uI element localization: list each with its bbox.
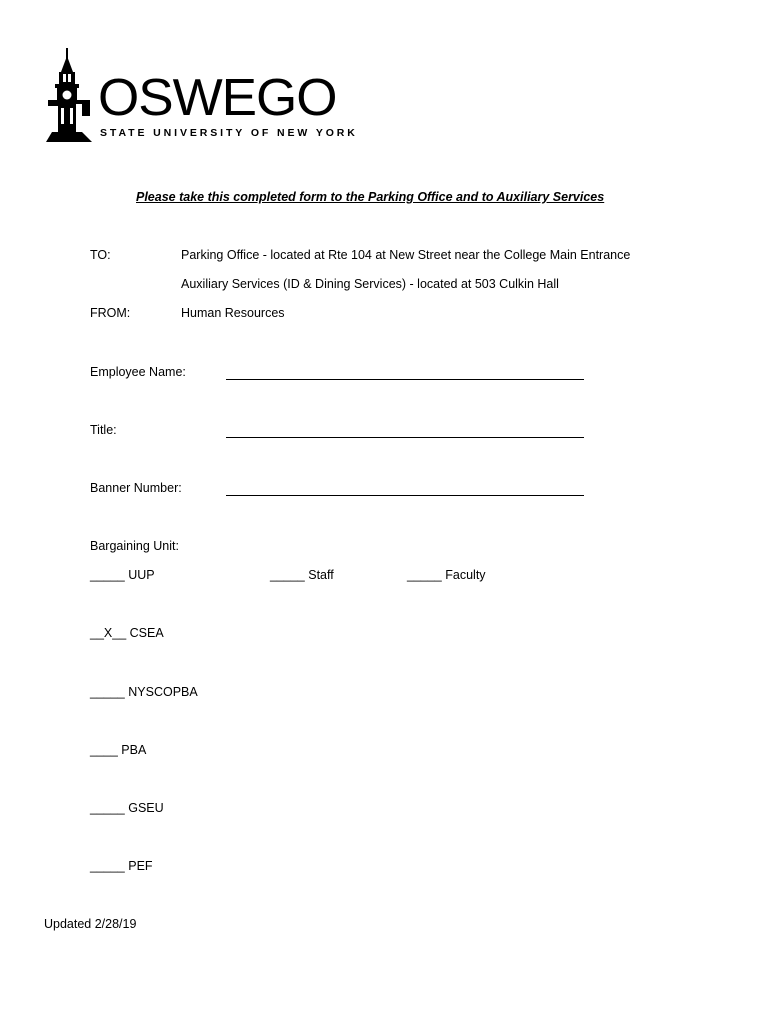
instruction-heading: Please take this completed form to the Parking Office and to Auxiliary Services — [136, 190, 605, 204]
banner-number-line[interactable] — [226, 479, 584, 496]
from-value: Human Resources — [181, 306, 285, 320]
banner-number-label: Banner Number: — [90, 481, 182, 495]
to-parking-office: Parking Office - located at Rte 104 at New Street near the College Main Entrance — [181, 248, 631, 262]
to-label: TO: — [90, 248, 111, 262]
unit-name: GSEU — [128, 801, 164, 815]
unit-mark: ____ — [90, 743, 118, 757]
unit-name: PBA — [121, 743, 147, 757]
unit-mark: _____ — [270, 568, 305, 582]
unit-mark: _____ — [90, 568, 125, 582]
employee-name-label: Employee Name: — [90, 365, 186, 379]
from-label: FROM: — [90, 306, 131, 320]
updated-date: Updated 2/28/19 — [44, 917, 137, 931]
unit-mark: _____ — [407, 568, 442, 582]
unit-name: NYSCOPBA — [128, 685, 198, 699]
oswego-logo — [42, 46, 358, 146]
unit-name: CSEA — [129, 626, 164, 640]
clock-tower-icon — [42, 46, 98, 146]
unit-option-pba[interactable] — [90, 743, 146, 758]
logo-wordmark: OSWEGO — [98, 69, 337, 127]
unit-option-gseu[interactable] — [90, 801, 164, 816]
unit-option-faculty[interactable] — [407, 568, 486, 583]
unit-option-csea[interactable] — [90, 626, 164, 641]
to-auxiliary-services: Auxiliary Services (ID & Dining Services) - located at 503 Culkin Hall — [181, 277, 559, 291]
unit-name: UUP — [128, 568, 155, 582]
title-line[interactable] — [226, 421, 584, 438]
unit-option-nyscopba[interactable] — [90, 685, 198, 700]
unit-option-uup[interactable] — [90, 568, 155, 583]
unit-mark: __X__ — [90, 626, 127, 640]
bargaining-unit-label: Bargaining Unit: — [90, 539, 179, 553]
unit-option-pef[interactable] — [90, 859, 153, 874]
logo-subtitle: STATE UNIVERSITY OF NEW YORK — [100, 127, 358, 139]
unit-mark: _____ — [90, 685, 125, 699]
unit-name: Staff — [308, 568, 334, 582]
unit-mark: _____ — [90, 859, 125, 873]
employee-name-line[interactable] — [226, 363, 584, 380]
title-label: Title: — [90, 423, 117, 437]
unit-name: PEF — [128, 859, 153, 873]
unit-name: Faculty — [445, 568, 486, 582]
unit-option-staff[interactable] — [270, 568, 334, 583]
unit-mark: _____ — [90, 801, 125, 815]
